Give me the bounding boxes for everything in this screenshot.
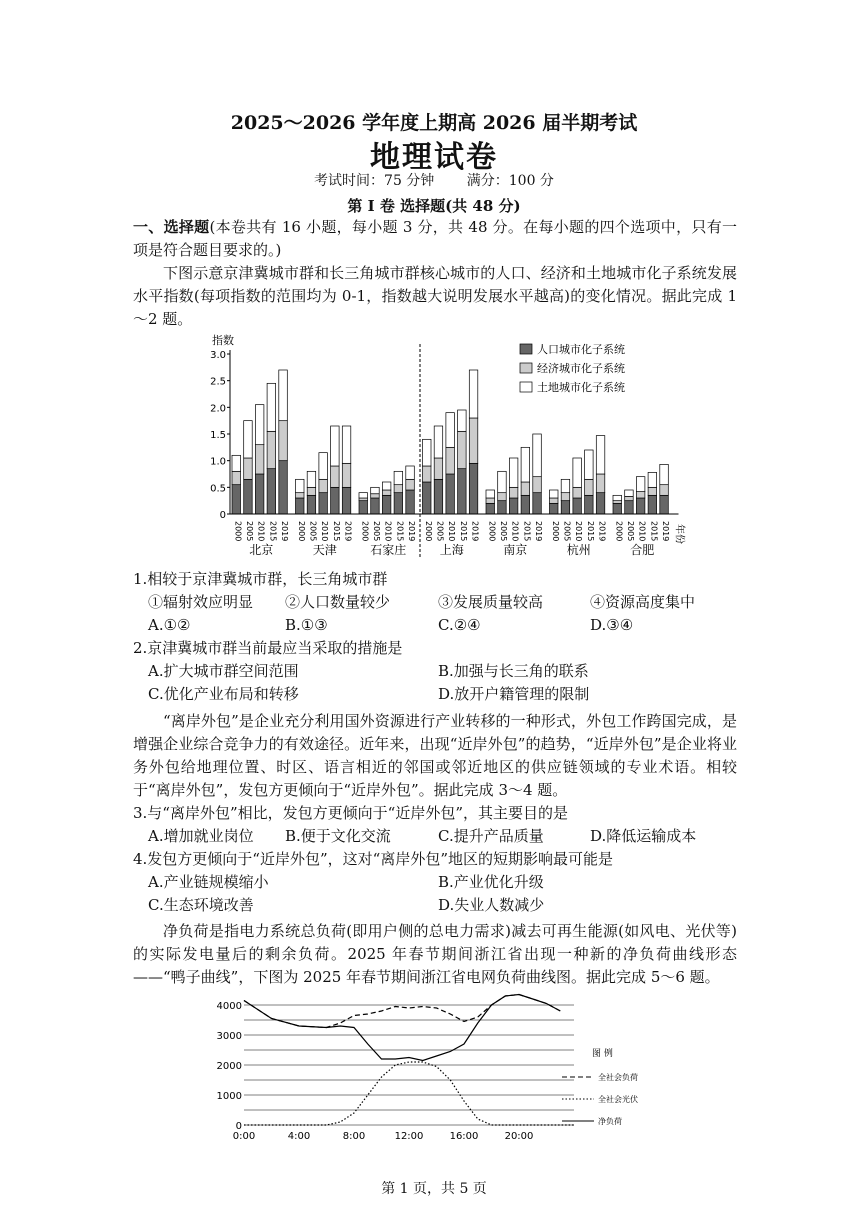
x-tick-label: 2019 [661,521,671,542]
x-tick-label: 2005 [625,521,635,542]
q1-item-1: ①辐射效应明显 [148,593,254,611]
bar-segment [232,485,241,514]
bar-segment [434,479,443,514]
q3-option-c[interactable]: C.提升产品质量 [438,827,544,845]
bar-segment [585,495,594,514]
city-label: 石家庄 [370,543,407,557]
y-tick-label: 0 [235,1121,242,1132]
q2-option-a[interactable]: A.扩大城市群空间范围 [148,662,299,680]
bar-segment [521,447,530,482]
bar-segment [446,474,455,514]
bar-segment [636,477,645,492]
x-tick-label: 2000 [550,521,560,542]
bar-segment [319,479,328,492]
bar-segment [394,485,403,493]
x-tick-label: 2010 [256,521,266,542]
page-footer: 第 1 页，共 5 页 [381,1181,487,1197]
bar-segment [446,413,455,448]
x-tick-label: 12:00 [394,1131,424,1142]
bar-segment [509,487,518,498]
legend-label: 土地城市化子系统 [537,381,625,394]
x-tick-label: 2000 [423,521,433,542]
bar-segment [498,493,507,501]
x-tick-label: 2015 [331,521,341,542]
bar-segment [636,492,645,498]
bar-segment [458,469,467,514]
exam-score: 满分：100 分 [466,173,554,189]
x-tick-label: 2019 [470,521,480,542]
x-tick-label: 2019 [280,521,290,542]
y-tick-label: 1.0 [210,456,226,468]
bar-segment [625,490,634,496]
q1-option-b[interactable]: B.①③ [285,616,328,634]
bar-segment [625,501,634,514]
bar-segment [660,495,669,514]
question-3-stem: 3.与“离岸外包”相比，发包方更倾向于“近岸外包”，其主要目的是 [133,804,568,822]
city-label: 北京 [249,543,274,557]
city-label: 天津 [312,543,337,557]
y-tick-label: 2000 [216,1061,242,1072]
bar-segment [279,461,288,514]
bar-segment [561,493,570,501]
x-tick-label: 20:00 [504,1131,534,1142]
x-tick-label: 2000 [296,521,306,542]
y-tick-label: 3000 [216,1031,242,1042]
legend-label: 全社会光伏 [598,1095,638,1104]
x-tick-label: 2000 [360,521,370,542]
x-tick-label: 2010 [574,521,584,542]
bar-segment [319,453,328,480]
bar-segment [550,503,559,514]
q1-option-a[interactable]: A.①② [148,616,191,634]
bar-segment [382,490,391,495]
bar-segment [458,410,467,431]
bar-segment [613,503,622,514]
bar-segment [371,494,380,498]
x-tick-label: 2015 [585,521,595,542]
city-label: 杭州 [566,543,591,557]
bar-segment [279,370,288,421]
bar-segment [331,487,340,514]
x-tick-label: 2000 [487,521,497,542]
bar-segment [255,474,264,514]
bar-segment [434,458,443,479]
bar-segment [342,487,351,514]
bar-segment [596,474,605,493]
question-1-stem: 1.相较于京津冀城市群，长三角城市群 [133,570,388,588]
bar-segment [550,490,559,498]
x-tick-label: 2019 [407,521,417,542]
bar-segment [255,405,264,445]
bar-segment [446,447,455,474]
q1-item-3: ③发展质量较高 [438,593,544,611]
bar-segment [561,501,570,514]
q1-option-c[interactable]: C.②④ [438,616,481,634]
bar-segment [533,477,542,493]
y-axis-title: 指数 [212,334,234,347]
bar-segment [319,493,328,514]
q4-option-c[interactable]: C.生态环境改善 [148,896,254,914]
grid-load-line-chart [210,990,680,1150]
q1-option-d[interactable]: D.③④ [590,616,634,634]
bar-segment [307,471,316,487]
bar-segment [255,445,264,474]
legend-swatch [520,344,532,354]
x-tick-label: 16:00 [449,1131,479,1142]
bar-segment [625,496,634,500]
q2-option-c[interactable]: C.优化产业布局和转移 [148,685,299,703]
bar-segment [498,471,507,492]
x-tick-label: 2010 [320,521,330,542]
bar-segment [279,421,288,461]
question-4-stem: 4.发包方更倾向于“近岸外包”，这对“离岸外包”地区的短期影响最可能是 [133,850,613,868]
bar-segment [550,498,559,503]
bar-segment [469,418,478,463]
y-tick-label: 0.5 [210,483,226,495]
bar-segment [394,471,403,484]
x-tick-label: 2005 [308,521,318,542]
bar-segment [406,479,415,490]
x-tick-label: 2005 [498,521,508,542]
q2-option-d[interactable]: D.放开户籍管理的限制 [438,685,590,703]
bar-segment [509,498,518,514]
bar-segment [509,458,518,487]
bar-segment [232,455,241,471]
q4-option-d[interactable]: D.失业人数减少 [438,896,545,914]
x-tick-label: 2000 [233,521,243,542]
intro-1-2: 下图示意京津冀城市群和长三角城市群核心城市的人口、经济和土地城市化子系统发展水平指数(每项指数的范围均为 0-1，指数越大说明发展水平越高)的变化情况。据此完成 1～2 题。 [133,264,737,328]
y-tick-label: 3.0 [210,350,226,361]
bar-segment [561,479,570,492]
bar-segment [244,458,253,479]
x-tick-label: 2005 [562,521,572,542]
bar-segment [648,472,657,487]
x-tick-label: 8:00 [342,1131,366,1142]
question-2-stem: 2.京津冀城市群当前最应当采取的措施是 [133,639,403,657]
bar-segment [232,471,241,484]
city-label: 南京 [503,543,528,557]
bar-segment [382,482,391,490]
x-tick-label: 0:00 [232,1131,256,1142]
legend-swatch [520,363,532,373]
y-tick-label: 2.5 [210,376,226,388]
section-label: 一、选择题 [133,218,210,236]
q1-item-4: ④资源高度集中 [590,593,696,611]
bar-segment [423,482,432,514]
y-tick-label: 4000 [216,1001,242,1012]
x-tick-label: 4:00 [287,1131,311,1142]
bar-segment [648,487,657,495]
x-tick-label: 2015 [268,521,278,542]
bar-segment [331,466,340,487]
bar-segment [469,463,478,514]
bar-segment [244,421,253,458]
bar-segment [342,426,351,463]
section-text: (本卷共有 16 小题，每小题 3 分，共 48 分。在每小题的四个选项中，只有一项是符合题目要求的。) [133,218,737,259]
legend-swatch [520,382,532,392]
series-line [244,995,560,1028]
bar-segment [521,482,530,495]
x-tick-label: 2000 [614,521,624,542]
legend-title: 图 例 [592,1049,613,1059]
x-tick-label: 2010 [447,521,457,542]
x-tick-label: 2010 [510,521,520,542]
y-tick-label: 1000 [216,1091,242,1102]
bar-segment [573,487,582,498]
x-tick-label: 2019 [597,521,607,542]
bar-segment [406,490,415,514]
bar-segment [359,498,368,501]
x-tick-label: 2010 [637,521,647,542]
x-tick-label: 2019 [534,521,544,542]
y-tick-label: 0 [219,510,226,521]
bar-segment [267,383,276,431]
bar-segment [660,485,669,496]
bar-segment [469,370,478,418]
bar-segment [486,503,495,514]
bar-segment [533,493,542,514]
bar-segment [307,487,316,495]
city-label: 上海 [439,543,464,557]
bar-segment [596,436,605,474]
bar-segment [434,426,443,458]
q4-option-b[interactable]: B.产业优化升级 [438,873,544,891]
x-tick-label: 2015 [649,521,659,542]
legend-label: 净负荷 [598,1117,622,1126]
legend-label: 人口城市化子系统 [537,343,625,356]
bar-segment [371,487,380,493]
exam-header: 2025～2026 学年度上期高 2026 届半期考试 [230,112,638,134]
bar-segment [533,434,542,477]
bar-segment [296,479,305,492]
exam-time: 考试时间：75 分钟 [314,173,435,189]
bar-segment [423,466,432,482]
bar-segment [521,495,530,514]
x-tick-label: 2015 [395,521,405,542]
bar-segment [244,479,253,514]
x-tick-label: 2015 [522,521,532,542]
page-title: 地理试卷 [370,140,498,175]
bar-segment [267,469,276,514]
x-tick-label: 2005 [435,521,445,542]
bar-segment [406,466,415,479]
bar-segment [613,501,622,504]
x-tick-label: 2019 [343,521,353,542]
section-instructions [133,216,737,262]
bar-segment [307,495,316,514]
bar-segment [458,431,467,468]
q3-option-b[interactable]: B.便于文化交流 [285,827,391,845]
x-tick-label: 2015 [458,521,468,542]
part-title: 第 I 卷 选择题(共 48 分) [347,197,521,215]
bar-segment [331,426,340,466]
bar-segment [359,501,368,514]
legend-label: 经济城市化子系统 [537,362,625,375]
bar-segment [382,495,391,514]
legend-label: 全社会负荷 [598,1073,638,1082]
y-tick-label: 2.0 [210,403,226,415]
x-tick-label: 2005 [371,521,381,542]
x-tick-label: 2010 [383,521,393,542]
x-axis-title: 年份 [673,524,685,544]
q2-option-b[interactable]: B.加强与长三角的联系 [438,662,589,680]
bar-segment [573,498,582,514]
y-tick-label: 1.5 [210,430,226,441]
bar-segment [359,493,368,498]
q4-option-a[interactable]: A.产业链规模缩小 [148,873,269,891]
bar-segment [660,464,669,484]
q3-option-a[interactable]: A.增加就业岗位 [148,827,254,845]
bar-segment [613,495,622,500]
q3-option-d[interactable]: D.降低运输成本 [590,827,697,845]
bar-segment [498,501,507,514]
intro-3-4: “离岸外包”是企业充分利用国外资源进行产业转移的一种形式，外包工作跨国完成，是增强企业综合竞争力的有效途径。近年来，出现“近岸外包”的趋势，“近岸外包”是企业将业务外包给地理位置、时区、语言相近的邻国或邻近地区的供应链领域的专业术语。相较于“离岸外包”，发包方更倾向于“近岸外包”。据此完成 3～4 题。 [133,712,737,799]
bar-segment [267,431,276,468]
bar-segment [486,498,495,503]
bar-segment [296,498,305,514]
bar-segment [585,479,594,495]
bar-segment [371,498,380,514]
bar-segment [596,493,605,514]
x-tick-label: 2005 [244,521,254,542]
bar-segment [394,493,403,514]
q1-item-2: ②人口数量较少 [285,593,391,611]
series-line [244,1062,574,1125]
bar-segment [585,450,594,479]
bar-segment [342,463,351,487]
bar-segment [636,498,645,514]
city-label: 合肥 [630,543,655,557]
bar-segment [573,458,582,487]
exam-meta [0,170,868,190]
urbanization-bar-chart [200,332,685,570]
bar-segment [486,490,495,498]
series-line [244,995,560,1061]
bar-segment [296,493,305,498]
bar-segment [648,495,657,514]
intro-5-6: 净负荷是指电力系统总负荷(即用户侧的总电力需求)减去可再生能源(如风电、光伏等)的实际发电量后的剩余负荷。2025 年春节期间浙江省出现一种新的净负荷曲线形态——“鸭子曲线”，下图为 2025 年春节期间浙江省电网负荷曲线图。据此完成 5～6 题。 [133,922,737,986]
bar-segment [423,439,432,466]
